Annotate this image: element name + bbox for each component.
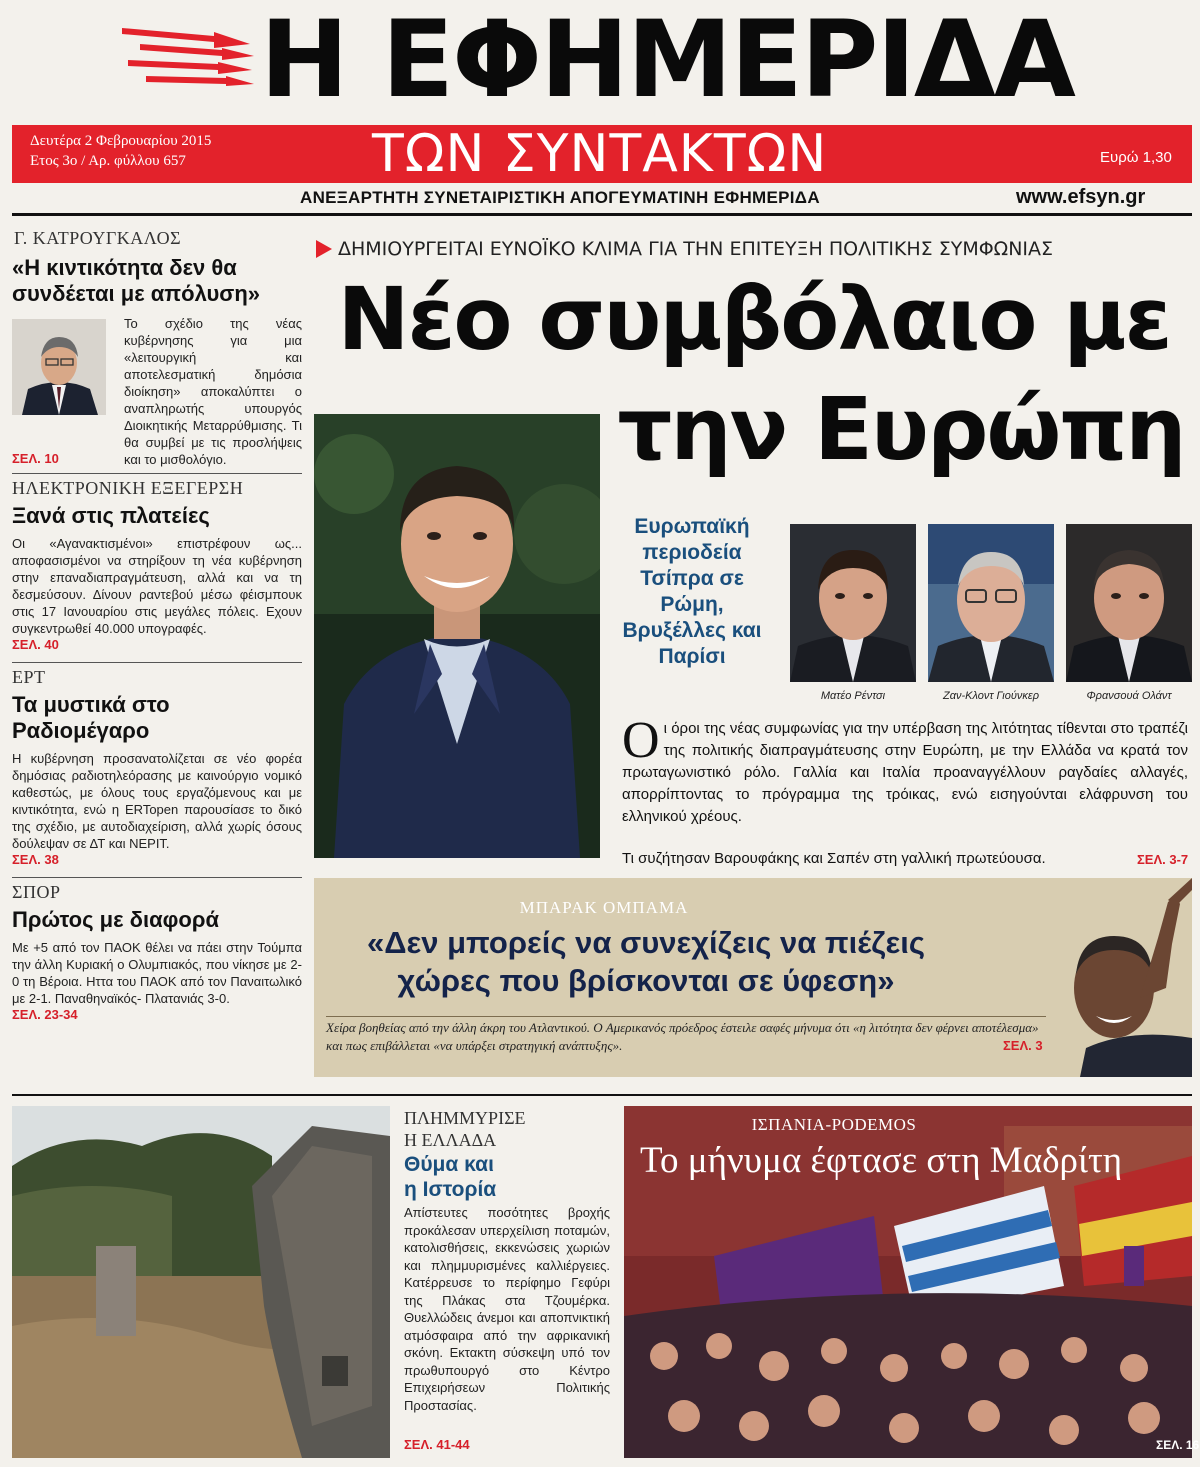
page-ref[interactable]: ΣΕΛ. 16 (1156, 1438, 1200, 1452)
madrid-kicker: ΙΣΠΑΝΙΑ-PODEMOS (751, 1115, 917, 1134)
lead-body: ι όροι της νέας συμφωνίας για την υπέρβαση της λιτότητας τίθενται στο τραπέζι της πολιτικής διαπραγμάτευσης στην Ευρώπη, με την Ελλάδα να κρατά τον πρωταγωνιστικό ρόλο. Γαλλία και Ιταλία προαναγγέλλουν ραγδαίες αλλαγές, απορρίπτοντας το πρόγραμμα της τρόικας, ενώ εισηγούνται ελάφρυνση του ελληνικού χρέους. (622, 720, 1188, 825)
issue-price: Ευρώ 1,30 (1100, 149, 1172, 166)
flood-headline-line2[interactable]: η Ιστορία (404, 1178, 497, 1201)
tsipras-photo (314, 414, 600, 858)
caption-renzi: Ματέο Ρέντσι (820, 690, 886, 702)
flood-kicker (404, 1107, 526, 1151)
main-headline-line1[interactable]: Νέο συμβόλαιο με (337, 270, 1171, 370)
renzi-photo (790, 524, 916, 682)
story-katrougalos[interactable] (12, 228, 302, 467)
website-link[interactable]: www.efsyn.gr (1016, 186, 1146, 208)
page-ref[interactable]: ΣΕΛ. 23-34 (12, 1007, 78, 1022)
story-headline[interactable]: Τα μυστικά στο Ραδιομέγαρο (12, 692, 170, 743)
page-ref[interactable]: ΣΕΛ. 3-7 (1137, 852, 1189, 867)
story-kicker: ΕΡΤ (12, 667, 46, 687)
lead-dropcap: Ο (622, 712, 660, 769)
flood-headline[interactable] (404, 1152, 496, 1202)
flood-kicker-line1: ΠΛΗΜΜΥΡΙΣΕ (404, 1108, 526, 1128)
story-body: Το σχέδιο της νέας κυβέρνησης για μια «λειτουργική και αποτελεσματική δημόσια διοίκηση» αποκαλύπτει ο αναπληρωτής υπουργός Διοικητικής Μεταρρύθμισης. Τι θα συμβεί με τις προσλήψεις και το μισθολόγιο. (124, 316, 302, 467)
issue-number: Ετος 3ο / Αρ. φύλλου 657 (30, 153, 186, 169)
divider (12, 662, 302, 663)
page-ref[interactable]: ΣΕΛ. 3 (1003, 1038, 1043, 1053)
divider (12, 473, 302, 474)
page-ref[interactable]: ΣΕΛ. 40 (12, 637, 59, 652)
masthead-title: Η ΕΦΗΜΕΡΙΔΑ (260, 0, 1074, 121)
obama-kicker: ΜΠΑΡΑΚ ΟΜΠΑΜΑ (519, 898, 689, 917)
madrid-headline[interactable]: Το μήνυμα έφτασε στη Μαδρίτη (640, 1140, 1123, 1181)
page-ref[interactable]: ΣΕΛ. 38 (12, 852, 59, 867)
katrougalos-portrait (12, 319, 106, 415)
story-headline[interactable]: Πρώτος με διαφορά (12, 907, 219, 932)
story-kicker: Γ. ΚΑΤΡΟΥΓΚΑΛΟΣ (14, 228, 182, 248)
lead-last-line: Τι συζήτησαν Βαρουφάκης και Σαπέν στη γαλλική πρωτεύουσα. (622, 850, 1046, 867)
pen-nib-logo (122, 22, 254, 92)
flood-body: Απίστευτες ποσότητες βροχής προκάλεσαν υπερχείλιση ποταμών, κατολισθήσεις, εκκενώσεις χωριών και πλημμυρισμένες καλλιέργειες. Κατέρρευσε το περίφημο Γεφύρι της Πλάκας στα Τζουμέρκα. Θυελλώδεις άνεμοι και αποπνικτική ατμόσφαιρα από την αφρικανική σκόνη. Εκτακτη σύσκεψη υπό τον πρωθυπουργό στο Κέντρο Επιχειρήσεων Πολιτικής Προστασίας. (404, 1205, 610, 1413)
page-ref[interactable]: ΣΕΛ. 41-44 (404, 1437, 470, 1452)
caption-juncker: Ζαν-Κλοντ Γιούνκερ (942, 690, 1040, 702)
main-headline-line2[interactable]: την Ευρώπη (617, 380, 1185, 480)
story-headline[interactable]: «Η κιντικότητα δεν θα συνδέεται με απόλυση» (12, 255, 261, 306)
kicker-arrow-icon (316, 240, 332, 258)
masthead-subtitle: ΤΩΝ ΣΥΝΤΑΚΤΩΝ (372, 124, 828, 184)
story-kicker: ΣΠΟΡ (12, 882, 61, 902)
obama-quote[interactable]: «Δεν μπορείς να συνεχίζεις να πιέζεις χώρες που βρίσκονται σε ύφεση» (367, 925, 925, 998)
europe-tour-headline[interactable]: Ευρωπαϊκή περιοδεία Τσίπρα σε Ρώμη, Βρυξέλλες και Παρίσι (622, 515, 762, 668)
flood-headline-line1[interactable]: Θύμα και (404, 1153, 494, 1176)
flood-kicker-line2: Η ΕΛΛΑΔΑ (404, 1130, 497, 1150)
page-ref[interactable]: ΣΕΛ. 10 (12, 451, 59, 466)
divider (326, 1016, 1046, 1017)
story-headline[interactable]: Ξανά στις πλατείες (12, 503, 210, 528)
story-body: Οι «Αγανακτισμένοι» επιστρέφουν ως... αποφασισμένοι να στηρίξουν τη νέα κυβέρνηση στην επαναδιαπραγμάτευση, αλλά και να τη δεσμεύσουν. Δίνουν ραντεβού μέσω φέισμπουκ στις 17 Ιανουαρίου στις μεγάλες πόλεις. Εχουν συγκεντρωθεί 40.000 υπογραφές. (12, 536, 302, 636)
juncker-photo (928, 524, 1054, 682)
divider (12, 877, 302, 878)
hollande-photo (1066, 524, 1192, 682)
masthead-tagline: ΑΝΕΞΑΡΤΗΤΗ ΣΥΝΕΤΑΙΡΙΣΤΙΚΗ ΑΠΟΓΕΥΜΑΤΙΝΗ ΕΦΗΜΕΡΙΔΑ (300, 188, 820, 207)
story-body: Με +5 από τον ΠΑΟΚ θέλει να πάει στην Τούμπα την άλλη Κυριακή ο Ολυμπιακός, που νίκησε με 2-0 τη Βέροια. Ηττα του ΠΑΟΚ από τον Παναιτωλικό με 2-1. Παναθηναϊκός- Πλατανιάς 3-0. (12, 940, 302, 1006)
issue-date: Δευτέρα 2 Φεβρουαρίου 2015 (30, 133, 212, 149)
story-sports[interactable] (12, 882, 302, 1022)
story-electronic-uprising[interactable] (12, 478, 302, 652)
story-kicker: ΗΛΕΚΤΡΟΝΙΚΗ ΕΞΕΓΕΡΣΗ (12, 478, 244, 498)
main-lead-text (622, 712, 1188, 828)
obama-photo (1040, 878, 1192, 1077)
story-ert[interactable] (12, 667, 302, 867)
main-kicker: ΔΗΜΙΟΥΡΓΕΙΤΑΙ ΕΥΝΟΪΚΟ ΚΛΙΜΑ ΓΙΑ ΤΗΝ ΕΠΙΤΕΥΞΗ ΠΟΛΙΤΙΚΗΣ ΣΥΜΦΩΝΙΑΣ (338, 238, 1054, 260)
masthead-rule (12, 213, 1192, 216)
bottom-rule (12, 1094, 1192, 1096)
caption-hollande: Φρανσουά Ολάντ (1086, 690, 1172, 702)
story-body: Η κυβέρνηση προσανατολίζεται σε νέο φορέα δημόσιας ραδιοτηλεόρασης με καινούργιο νομικό καθεστώς, με όλους τους εργαζόμενους και με κιντικότητα, ενώ η ERTopen παρουσίασε το δικό της σχέδιο, με αυτοδιαχείριση, αλλά χωρίς όσους δούλεψαν σε ΔΤ και ΝΕΡΙΤ. (12, 751, 302, 851)
obama-body: Χείρα βοηθείας από την άλλη άκρη του Ατλαντικού. Ο Αμερικανός πρόεδρος έστειλε σαφές μήνυμα ότι «η λιτότητα δεν φέρνει αποτέλεσμα» και πως επιβάλλεται «να υπάρξει στρατηγική ανάπτυξης». (326, 1020, 1039, 1053)
flood-photo (12, 1106, 390, 1458)
left-column (12, 228, 302, 1022)
